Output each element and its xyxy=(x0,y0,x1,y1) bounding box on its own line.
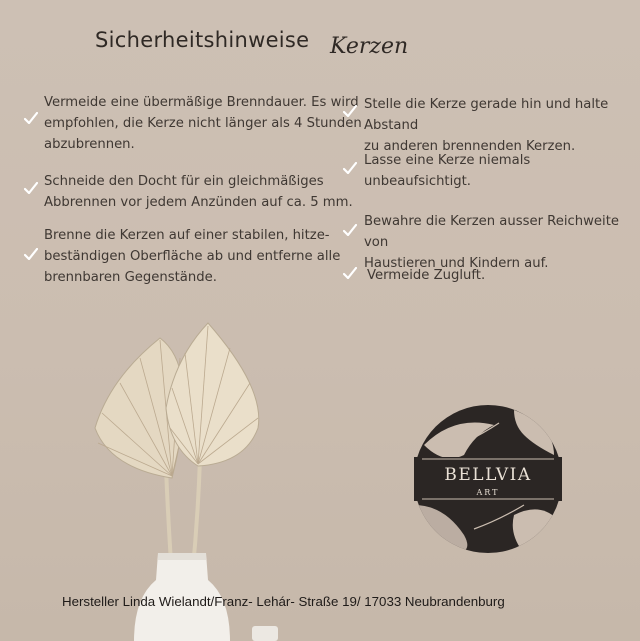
check-icon xyxy=(24,182,38,194)
check-icon xyxy=(24,112,38,124)
page-title-script: Kerzen xyxy=(330,34,409,59)
manufacturer-info: Hersteller Linda Wielandt/Franz- Lehár- Straße 19/ 17033 Neubrandenburg xyxy=(62,594,505,609)
list-item-text: Schneide den Docht für ein gleichmäßiges Abbrennen vor jedem Anzünden auf ca. 5 mm. xyxy=(44,174,353,210)
list-item-text: Stelle die Kerze gerade hin und halte Abstand zu anderen brennenden Kerzen. xyxy=(364,97,609,154)
check-icon xyxy=(343,105,357,117)
check-icon xyxy=(343,224,357,236)
list-item xyxy=(44,225,340,288)
check-icon xyxy=(343,162,357,174)
candle-decoration xyxy=(250,624,290,641)
check-icon xyxy=(343,267,357,279)
list-item-text: Bewahre die Kerzen ausser Reichweite von Haustieren und Kindern auf. xyxy=(364,214,619,271)
list-item-text: Vermeide eine übermäßige Brenndauer. Es wird empfohlen, die Kerze nicht länger als 4 Stunden abzubrennen. xyxy=(44,95,362,152)
list-item-text: Lasse eine Kerze niemals unbeaufsichtigt. xyxy=(364,153,531,189)
list-item xyxy=(44,171,353,213)
bellvia-logo xyxy=(414,405,562,553)
check-icon xyxy=(24,248,38,260)
logo-sub: ART xyxy=(476,488,500,497)
list-item xyxy=(367,265,485,286)
list-item-text: Vermeide Zugluft. xyxy=(367,268,486,283)
page-title: Sicherheitshinweise xyxy=(95,28,310,52)
list-item xyxy=(44,92,362,155)
list-item-text: Brenne die Kerzen auf einer stabilen, hitze- beständigen Oberfläche ab und entferne alle brennbaren Gegenstände. xyxy=(44,228,341,285)
vase-decoration xyxy=(80,318,280,641)
list-item xyxy=(364,94,640,157)
logo-name: BELLVIA xyxy=(444,465,532,485)
list-item xyxy=(364,150,530,192)
